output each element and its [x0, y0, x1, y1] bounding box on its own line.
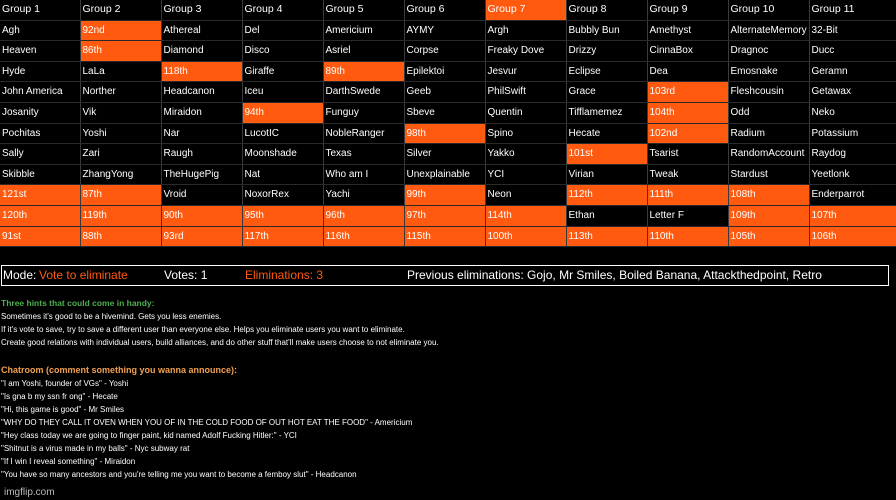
- header-row: [0, 0, 896, 20]
- table-row: [0, 82, 896, 103]
- player-cell: Athereal: [161, 20, 242, 41]
- player-cell: Raydog: [809, 144, 896, 165]
- player-cell: DarthSwede: [323, 82, 404, 103]
- status-bar: [1, 265, 889, 286]
- player-cell: Tsarist: [647, 144, 728, 165]
- player-cell: Quentin: [485, 102, 566, 123]
- eliminated-cell: 89th: [323, 61, 404, 82]
- eliminated-cell: 112th: [566, 185, 647, 206]
- chatroom-section: [1, 364, 891, 481]
- groups-table: [0, 0, 896, 247]
- player-cell: Yeetlonk: [809, 164, 896, 185]
- player-cell: Silver: [404, 144, 485, 165]
- hints-section: [1, 297, 891, 349]
- player-cell: Yoshi: [80, 123, 161, 144]
- player-cell: Geeb: [404, 82, 485, 103]
- group-header: Group 8: [566, 0, 647, 20]
- table-row: [0, 123, 896, 144]
- eliminated-cell: 102nd: [647, 123, 728, 144]
- eliminated-cell: 95th: [242, 205, 323, 226]
- eliminated-cell: 105th: [728, 226, 809, 247]
- player-cell: Ducc: [809, 41, 896, 62]
- player-cell: RandomAccount: [728, 144, 809, 165]
- player-cell: Vroid: [161, 185, 242, 206]
- table-row: [0, 185, 896, 206]
- table-row: [0, 20, 896, 41]
- chatroom-title: Chatroom (comment something you wanna announce):: [1, 365, 238, 375]
- eliminated-cell: 88th: [80, 226, 161, 247]
- player-cell: Norther: [80, 82, 161, 103]
- table-row: [0, 226, 896, 247]
- chat-message: "I am Yoshi, founder of VGs" - Yoshi: [1, 379, 129, 388]
- player-cell: Radium: [728, 123, 809, 144]
- player-cell: Amethyst: [647, 20, 728, 41]
- player-cell: Raugh: [161, 144, 242, 165]
- eliminated-cell: 101st: [566, 144, 647, 165]
- player-cell: Texas: [323, 144, 404, 165]
- player-cell: Diamond: [161, 41, 242, 62]
- player-cell: Odd: [728, 102, 809, 123]
- player-cell: Neon: [485, 185, 566, 206]
- eliminated-cell: 118th: [161, 61, 242, 82]
- eliminations-count: Eliminations: 3: [245, 268, 324, 282]
- group-header: Group 3: [161, 0, 242, 20]
- eliminated-cell: 120th: [0, 205, 80, 226]
- player-cell: LucotIC: [242, 123, 323, 144]
- player-cell: Virian: [566, 164, 647, 185]
- eliminated-cell: 104th: [647, 102, 728, 123]
- chat-message: "You have so many ancestors and you're telling me you want to become a femboy slut" - Headcanon: [1, 470, 357, 479]
- table-row: [0, 144, 896, 165]
- eliminated-cell: 117th: [242, 226, 323, 247]
- player-cell: Headcanon: [161, 82, 242, 103]
- table-row: [0, 41, 896, 62]
- eliminated-cell: 98th: [404, 123, 485, 144]
- eliminated-cell: 121st: [0, 185, 80, 206]
- eliminated-cell: 108th: [728, 185, 809, 206]
- eliminated-cell: 109th: [728, 205, 809, 226]
- player-cell: Del: [242, 20, 323, 41]
- player-cell: ZhangYong: [80, 164, 161, 185]
- eliminated-cell: 100th: [485, 226, 566, 247]
- hint-item: Create good relations with individual users, build alliances, and do other stuff that'll make users choose to not eliminate you.: [1, 338, 439, 347]
- player-cell: NobleRanger: [323, 123, 404, 144]
- player-cell: Freaky Dove: [485, 41, 566, 62]
- player-cell: Who am I: [323, 164, 404, 185]
- table-row: [0, 61, 896, 82]
- player-cell: YCI: [485, 164, 566, 185]
- player-cell: Corpse: [404, 41, 485, 62]
- eliminated-cell: 114th: [485, 205, 566, 226]
- eliminated-cell: 119th: [80, 205, 161, 226]
- group-header: Group 4: [242, 0, 323, 20]
- table-row: [0, 164, 896, 185]
- player-cell: AlternateMemory: [728, 20, 809, 41]
- eliminated-cell: 94th: [242, 102, 323, 123]
- player-cell: Ethan: [566, 205, 647, 226]
- player-cell: Americium: [323, 20, 404, 41]
- player-cell: TheHugePig: [161, 164, 242, 185]
- group-header: Group 5: [323, 0, 404, 20]
- player-cell: Getawax: [809, 82, 896, 103]
- player-cell: Unexplainable: [404, 164, 485, 185]
- player-cell: Letter F: [647, 205, 728, 226]
- mode-label: Mode:: [3, 268, 37, 282]
- player-cell: Moonshade: [242, 144, 323, 165]
- player-cell: Miraidon: [161, 102, 242, 123]
- player-cell: Dea: [647, 61, 728, 82]
- player-cell: Nat: [242, 164, 323, 185]
- eliminated-cell: 91st: [0, 226, 80, 247]
- eliminated-cell: 92nd: [80, 20, 161, 41]
- player-cell: Agh: [0, 20, 80, 41]
- player-cell: Tifflamemez: [566, 102, 647, 123]
- group-header: Group 7: [485, 0, 566, 20]
- hint-item: Sometimes it's good to be a hivemind. Gets you less enemies.: [1, 312, 222, 321]
- hint-item: If it's vote to save, try to save a different user than everyone else. Helps you eliminate users you want to eliminate.: [1, 325, 405, 334]
- eliminated-cell: 99th: [404, 185, 485, 206]
- votes-count: Votes: 1: [164, 268, 208, 282]
- mode-value: Vote to eliminate: [39, 268, 128, 282]
- player-cell: Nar: [161, 123, 242, 144]
- player-cell: Giraffe: [242, 61, 323, 82]
- player-cell: NoxorRex: [242, 185, 323, 206]
- player-cell: Yakko: [485, 144, 566, 165]
- player-cell: Heaven: [0, 41, 80, 62]
- player-cell: Stardust: [728, 164, 809, 185]
- player-cell: 32-Bit: [809, 20, 896, 41]
- player-cell: Enderparrot: [809, 185, 896, 206]
- hints-title: Three hints that could come in handy:: [1, 298, 155, 308]
- player-cell: Sally: [0, 144, 80, 165]
- player-cell: Epilektoi: [404, 61, 485, 82]
- chat-message: "Hey class today we are going to finger paint, kid named Adolf Fucking Hitler:" - YCI: [1, 431, 297, 440]
- player-cell: Asriel: [323, 41, 404, 62]
- group-header: Group 9: [647, 0, 728, 20]
- player-cell: CinnaBox: [647, 41, 728, 62]
- player-cell: Geramn: [809, 61, 896, 82]
- previous-eliminations: Previous eliminations: Gojo, Mr Smiles, Boiled Banana, Attackthedpoint, Retro: [407, 268, 822, 282]
- table-row: [0, 205, 896, 226]
- player-cell: Tweak: [647, 164, 728, 185]
- player-cell: Sbeve: [404, 102, 485, 123]
- player-cell: Dragnoc: [728, 41, 809, 62]
- group-header: Group 11: [809, 0, 896, 20]
- eliminated-cell: 87th: [80, 185, 161, 206]
- player-cell: Skibble: [0, 164, 80, 185]
- player-cell: Eclipse: [566, 61, 647, 82]
- player-cell: AYMY: [404, 20, 485, 41]
- eliminated-cell: 107th: [809, 205, 896, 226]
- chat-message: "Is gna b my ssn fr ong" - Hecate: [1, 392, 118, 401]
- player-cell: Pochitas: [0, 123, 80, 144]
- eliminated-cell: 93rd: [161, 226, 242, 247]
- chat-message: "If I win I reveal something" - Miraidon: [1, 457, 136, 466]
- eliminated-cell: 86th: [80, 41, 161, 62]
- eliminated-cell: 113th: [566, 226, 647, 247]
- eliminated-cell: 106th: [809, 226, 896, 247]
- player-cell: Zari: [80, 144, 161, 165]
- eliminated-cell: 97th: [404, 205, 485, 226]
- player-cell: Spino: [485, 123, 566, 144]
- player-cell: John America: [0, 82, 80, 103]
- player-cell: Josanity: [0, 102, 80, 123]
- chat-message: "WHY DO THEY CALL IT OVEN WHEN YOU OF IN THE COLD FOOD OF OUT HOT EAT THE FOOD" - Americium: [1, 418, 413, 427]
- chat-message: "Hi, this game is good" - Mr Smiles: [1, 405, 125, 414]
- eliminated-cell: 90th: [161, 205, 242, 226]
- player-cell: Hecate: [566, 123, 647, 144]
- group-header: Group 10: [728, 0, 809, 20]
- player-cell: Vik: [80, 102, 161, 123]
- player-cell: Funguy: [323, 102, 404, 123]
- table-row: [0, 102, 896, 123]
- player-cell: Potassium: [809, 123, 896, 144]
- player-cell: Grace: [566, 82, 647, 103]
- group-header: Group 2: [80, 0, 161, 20]
- chat-message: "Shitnut is a virus made in my balls" - Nyc subway rat: [1, 444, 190, 453]
- eliminated-cell: 110th: [647, 226, 728, 247]
- player-cell: Iceu: [242, 82, 323, 103]
- eliminated-cell: 116th: [323, 226, 404, 247]
- group-header: Group 6: [404, 0, 485, 20]
- player-cell: Argh: [485, 20, 566, 41]
- player-cell: Neko: [809, 102, 896, 123]
- eliminated-cell: 111th: [647, 185, 728, 206]
- player-cell: Disco: [242, 41, 323, 62]
- player-cell: Emosnake: [728, 61, 809, 82]
- player-cell: Yachi: [323, 185, 404, 206]
- player-cell: Drizzy: [566, 41, 647, 62]
- player-cell: Hyde: [0, 61, 80, 82]
- player-cell: LaLa: [80, 61, 161, 82]
- player-cell: Fleshcousin: [728, 82, 809, 103]
- eliminated-cell: 103rd: [647, 82, 728, 103]
- eliminated-cell: 115th: [404, 226, 485, 247]
- player-cell: PhilSwift: [485, 82, 566, 103]
- eliminated-cell: 96th: [323, 205, 404, 226]
- player-cell: Jesvur: [485, 61, 566, 82]
- imgflip-watermark: imgflip.com: [4, 487, 55, 498]
- group-header: Group 1: [0, 0, 80, 20]
- player-cell: Bubbly Bun: [566, 20, 647, 41]
